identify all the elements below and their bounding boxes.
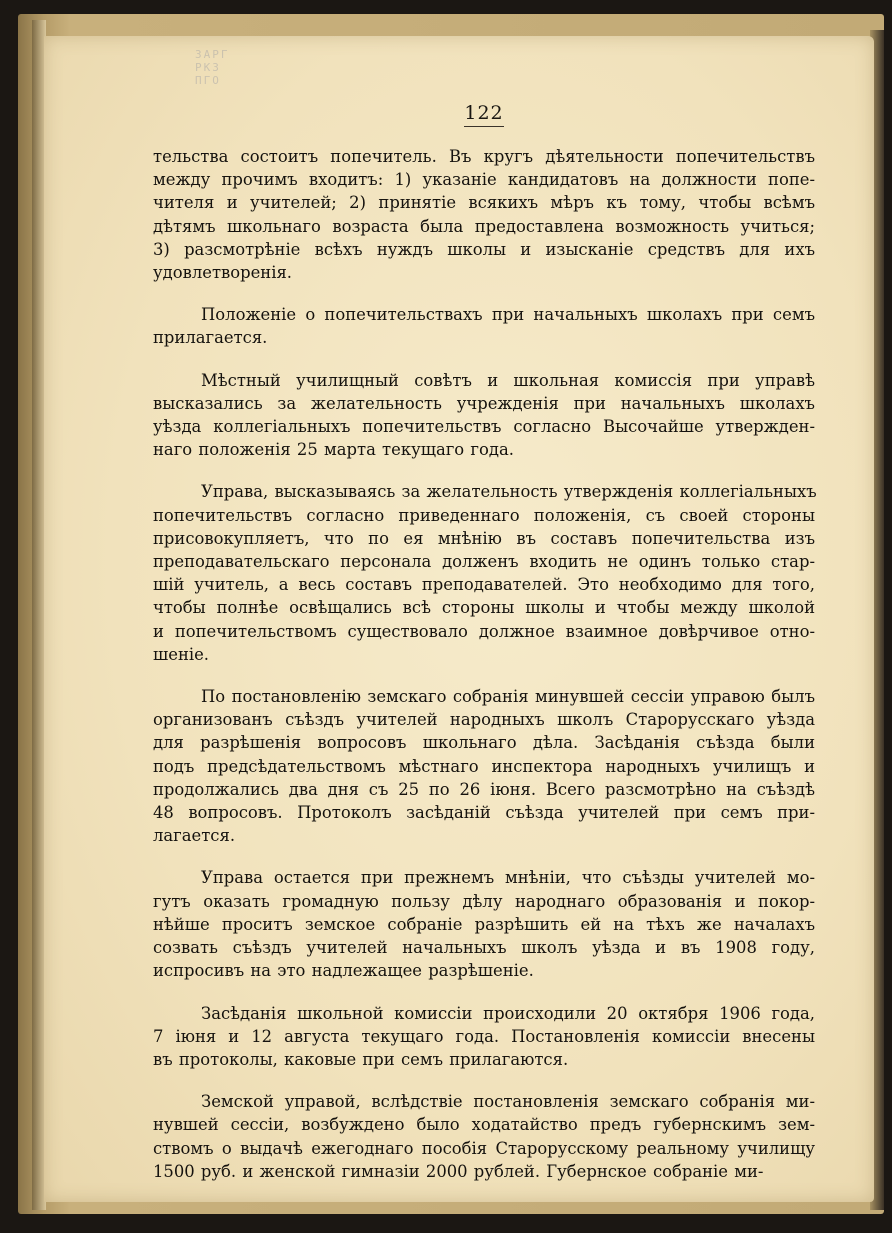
text-line: и попечительствомъ существовало должное взаимное довѣрчивое отно-	[153, 621, 815, 641]
text-line: Управа, высказываясь за желательность утвержденія коллегіальныхъ	[201, 482, 817, 502]
text-line: нувшей сессіи, возбуждено было ходатайство предъ губернскимъ зем-	[153, 1115, 815, 1135]
stamp-line: ЗАРГ	[195, 48, 230, 61]
text-line: наго положенія 25 марта текущаго года.	[153, 440, 514, 460]
text-line: созвать съѣздъ учителей начальныхъ школъ уѣзда и въ 1908 году,	[153, 938, 815, 958]
faded-stamp	[195, 48, 257, 126]
text-line: удовлетворенія.	[153, 263, 293, 283]
text-line: шеніе.	[153, 644, 210, 664]
text-line: тельства состоитъ попечитель. Въ кругъ дѣятельности попечительствъ	[153, 147, 815, 166]
text-line: По постановленію земскаго собранія минувшей сессіи управою былъ	[201, 687, 815, 707]
text-line: Мѣстный училищный совѣтъ и школьная комиссія при управѣ	[201, 370, 815, 390]
text-line: Земской управой, вслѣдствіе постановленія земскаго собранія ми-	[201, 1092, 815, 1112]
text-line: подъ предсѣдательствомъ мѣстнаго инспектора народныхъ училищъ и	[153, 756, 815, 776]
text-line: для разрѣшенія вопросовъ школьнаго дѣла. Засѣданія съѣзда были	[153, 733, 815, 753]
paragraph	[153, 480, 815, 666]
paragraph	[153, 303, 815, 349]
page-body-text	[153, 145, 815, 1202]
text-line: испросивъ на это надлежащее разрѣшеніе.	[153, 961, 534, 981]
text-line: 1500 руб. и женской гимназіи 2000 рублей. Губернское собраніе ми-	[153, 1161, 764, 1181]
stamp-line: ПГО	[195, 74, 221, 87]
paragraph	[153, 685, 815, 847]
paragraph	[153, 1090, 815, 1183]
text-line: 3) разсмотрѣніе всѣхъ нуждъ школы и изысканіе средствъ для ихъ	[153, 239, 815, 259]
text-line: присовокупляетъ, что по ея мнѣнію въ составъ попечительства изъ	[153, 528, 815, 548]
stamp-line: РКЗ	[195, 61, 221, 74]
text-line: уѣзда коллегіальныхъ попечительствъ согласно Высочайше утвержден-	[153, 417, 815, 437]
page-number: 122	[460, 102, 508, 124]
paragraph	[153, 145, 815, 284]
text-line: прилагается.	[153, 328, 268, 348]
text-line: ствомъ о выдачѣ ежегоднаго пособія Старорусскому реальному училищу	[153, 1138, 815, 1158]
text-line: высказались за желательность учрежденія при начальныхъ школахъ	[153, 393, 815, 413]
text-line: въ протоколы, каковые при семъ прилагаются.	[153, 1049, 569, 1069]
paragraph	[153, 1002, 815, 1072]
text-line: Управа остается при прежнемъ мнѣніи, что съѣзды учителей мо-	[201, 868, 815, 888]
text-line: организованъ съѣздъ учителей народныхъ школъ Старорусскаго уѣзда	[153, 710, 815, 730]
text-line: Положеніе о попечительствахъ при начальныхъ школахъ при семъ	[201, 305, 815, 325]
text-line: 7 іюня и 12 августа текущаго года. Постановленія комиссіи внесены	[153, 1026, 815, 1046]
text-line: шій учитель, а весь составъ преподавателей. Это необходимо для того,	[153, 575, 815, 595]
paragraph	[153, 866, 815, 982]
text-line: Засѣданія школьной комиссіи происходили 20 октября 1906 года,	[201, 1003, 815, 1023]
text-line: между прочимъ входитъ: 1) указаніе кандидатовъ на должности попе-	[153, 170, 815, 190]
text-line: продолжались два дня съ 25 по 26 іюня. Всего разсмотрѣно на съѣздѣ	[153, 779, 815, 799]
text-line: нѣйше проситъ земское собраніе разрѣшить ей на тѣхъ же началахъ	[153, 914, 815, 934]
text-line: дѣтямъ школьнаго возраста была предоставлена возможность учиться;	[153, 216, 815, 236]
text-line: гутъ оказать громадную пользу дѣлу народнаго образованія и покор-	[153, 891, 815, 911]
text-line: чтобы полнѣе освѣщались всѣ стороны школы и чтобы между школой	[153, 598, 815, 618]
text-line: лагается.	[153, 826, 236, 846]
text-line: попечительствъ согласно приведеннаго положенія, съ своей стороны	[153, 505, 815, 525]
text-line: 48 вопросовъ. Протоколъ засѣданій съѣзда учителей при семъ при-	[153, 803, 815, 823]
paragraph	[153, 369, 815, 462]
text-line: преподавательскаго персонала долженъ входить не одинъ только стар-	[153, 552, 815, 572]
text-line: чителя и учителей; 2) принятіе всякихъ мѣръ къ тому, чтобы всѣмъ	[153, 193, 815, 213]
